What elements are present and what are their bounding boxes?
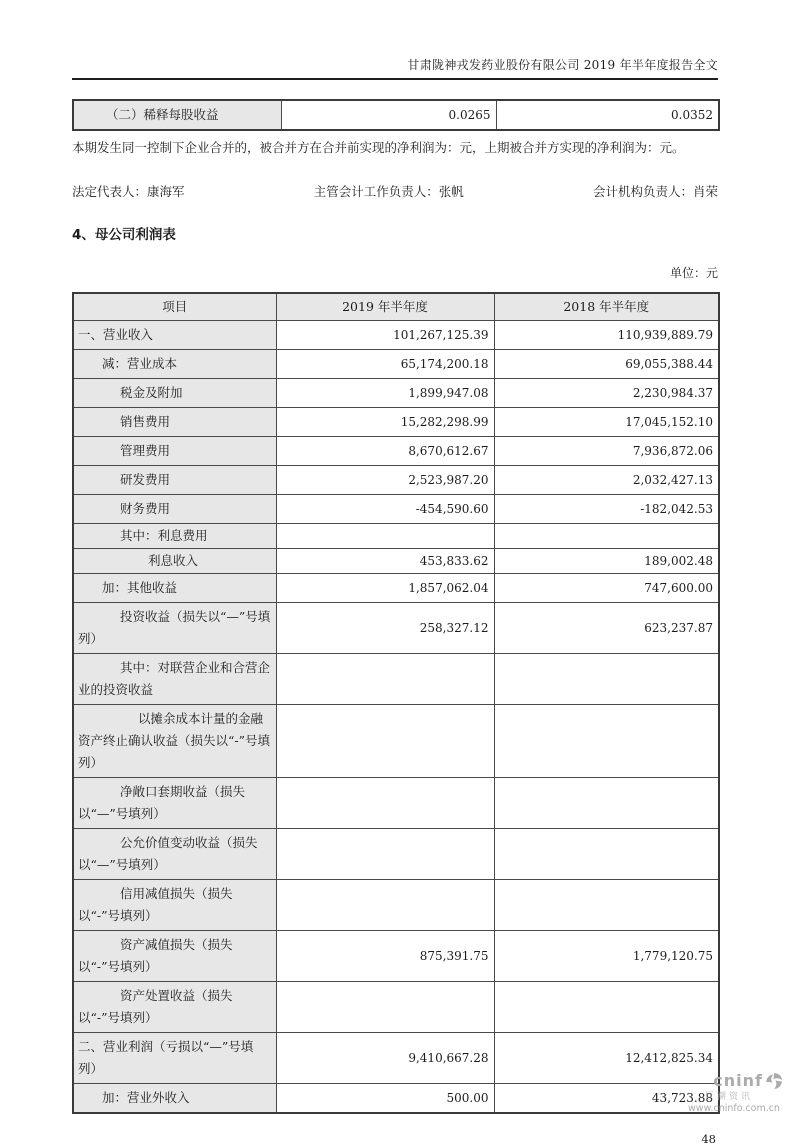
cell-2019: 875,391.75 [276, 931, 494, 982]
cell-2019: -454,590.60 [276, 495, 494, 524]
row-label: 销售费用 [120, 414, 171, 429]
cell-2019: 15,282,298.99 [276, 408, 494, 437]
table-row [73, 524, 719, 549]
cell-2019 [276, 705, 494, 778]
signature-line [72, 182, 718, 200]
cell-2019 [276, 880, 494, 931]
table-row [73, 654, 719, 705]
row-label: 一、营业收入 [78, 327, 154, 342]
unit-label: 单位：元 [669, 266, 718, 280]
cell-2018: 2,032,427.13 [494, 466, 719, 495]
cell-2018 [494, 524, 719, 549]
cell-2018 [494, 982, 719, 1033]
row-label: 加：其他收益 [102, 580, 178, 595]
cell-2018: 69,055,388.44 [494, 350, 719, 379]
cell-2018: -182,042.53 [494, 495, 719, 524]
cell-2018 [494, 880, 719, 931]
row-label: 信用减值损失（损失以“-”号填列） [78, 886, 233, 923]
table-row [73, 603, 719, 654]
cell-2018 [494, 654, 719, 705]
cell-2018: 12,412,825.34 [494, 1033, 719, 1084]
cell-2018: 110,939,889.79 [494, 321, 719, 350]
cell-2019: 500.00 [276, 1084, 494, 1114]
table-row [73, 982, 719, 1033]
table-row [73, 880, 719, 931]
cell-2019: 65,174,200.18 [276, 350, 494, 379]
row-label: 公允价值变动收益（损失以“—”号填列） [78, 835, 258, 872]
cninfo-logo [679, 1072, 789, 1114]
cell-2019 [276, 982, 494, 1033]
row-label: 以摊余成本计量的金融资产终止确认收益（损失以“-”号填列） [78, 711, 271, 770]
cell-2019: 258,327.12 [276, 603, 494, 654]
row-label: 净敞口套期收益（损失以“—”号填列） [78, 784, 246, 821]
eps-value-2018: 0.0352 [496, 100, 719, 130]
row-label: 资产处置收益（损失以“-”号填列） [78, 988, 233, 1025]
page-content [72, 0, 718, 1146]
signature-chief-accountant: 主管会计工作负责人：张帆 [313, 184, 464, 199]
cninfo-swirl-icon [765, 1072, 783, 1090]
row-label: 加：营业外收入 [102, 1090, 190, 1105]
signature-accounting-head: 会计机构负责人：肖荣 [592, 184, 718, 199]
row-label: 减：营业成本 [102, 356, 178, 371]
cell-2019 [276, 778, 494, 829]
table-row [73, 379, 719, 408]
cell-2019 [276, 829, 494, 880]
row-label: 管理费用 [120, 443, 171, 458]
income-table [72, 292, 720, 1114]
cell-2018 [494, 705, 719, 778]
cell-2019: 2,523,987.20 [276, 466, 494, 495]
row-label: 税金及附加 [120, 385, 183, 400]
cninfo-name: 巨潮资讯 [704, 1092, 753, 1102]
cell-2018: 189,002.48 [494, 549, 719, 574]
cell-2019: 9,410,667.28 [276, 1033, 494, 1084]
table-row [73, 931, 719, 982]
table-row [73, 829, 719, 880]
table-row [73, 437, 719, 466]
doc-header-title: 甘肃陇神戎发药业股份有限公司 2019 年半年度报告全文 [407, 58, 718, 72]
column-header-2019: 2019 年半年度 [276, 293, 494, 321]
row-label: 资产减值损失（损失以“-”号填列） [78, 937, 233, 974]
cell-2018: 2,230,984.37 [494, 379, 719, 408]
cell-2019: 453,833.62 [276, 549, 494, 574]
table-row [73, 705, 719, 778]
cninfo-url: www.cninfo.com.cn [688, 1103, 780, 1114]
row-label: 二、营业利润（亏损以“—”号填列） [78, 1039, 254, 1076]
row-label: 利息收入 [148, 553, 199, 568]
table-row [73, 778, 719, 829]
row-label: 财务费用 [120, 501, 171, 516]
table-row [73, 574, 719, 603]
signature-legal-rep: 法定代表人：康海军 [72, 184, 185, 199]
cell-2018: 7,936,872.06 [494, 437, 719, 466]
table-row [73, 350, 719, 379]
cell-2018: 623,237.87 [494, 603, 719, 654]
cell-2019: 1,857,062.04 [276, 574, 494, 603]
table-header-row [73, 293, 719, 321]
cell-2018: 17,045,152.10 [494, 408, 719, 437]
table-row [73, 466, 719, 495]
income-table-body [73, 321, 719, 1114]
cell-2018 [494, 829, 719, 880]
eps-row-label: （二）稀释每股收益 [106, 107, 219, 122]
cell-2019 [276, 654, 494, 705]
cell-2018: 747,600.00 [494, 574, 719, 603]
cninfo-logo-top [679, 1072, 789, 1090]
eps-table [72, 99, 720, 131]
cninfo-brand: cninf [713, 1071, 763, 1090]
table-row [73, 100, 719, 130]
cell-2019 [276, 524, 494, 549]
table-row [73, 495, 719, 524]
table-row [73, 1033, 719, 1084]
row-label: 投资收益（损失以“—”号填列） [78, 609, 271, 646]
header-rule [72, 78, 718, 80]
cell-2018 [494, 778, 719, 829]
table-row [73, 549, 719, 574]
row-label: 其中：对联营企业和合营企业的投资收益 [78, 660, 271, 697]
cell-2018: 1,779,120.75 [494, 931, 719, 982]
column-header-2018: 2018 年半年度 [494, 293, 719, 321]
table-row [73, 321, 719, 350]
table-row [73, 1084, 719, 1114]
table-row [73, 408, 719, 437]
cell-2018: 43,723.88 [494, 1084, 719, 1114]
section-title: 4、母公司利润表 [72, 227, 176, 243]
page-number: 48 [701, 1132, 716, 1146]
cell-2019: 1,899,947.08 [276, 379, 494, 408]
row-label: 研发费用 [120, 472, 171, 487]
eps-value-2019: 0.0265 [281, 100, 496, 130]
merger-note: 本期发生同一控制下企业合并的，被合并方在合并前实现的净利润为：元，上期被合并方实现的净利润为：元。 [72, 140, 685, 155]
row-label: 其中：利息费用 [120, 528, 208, 543]
cell-2019: 101,267,125.39 [276, 321, 494, 350]
cell-2019: 8,670,612.67 [276, 437, 494, 466]
column-header-item: 项目 [73, 293, 276, 321]
